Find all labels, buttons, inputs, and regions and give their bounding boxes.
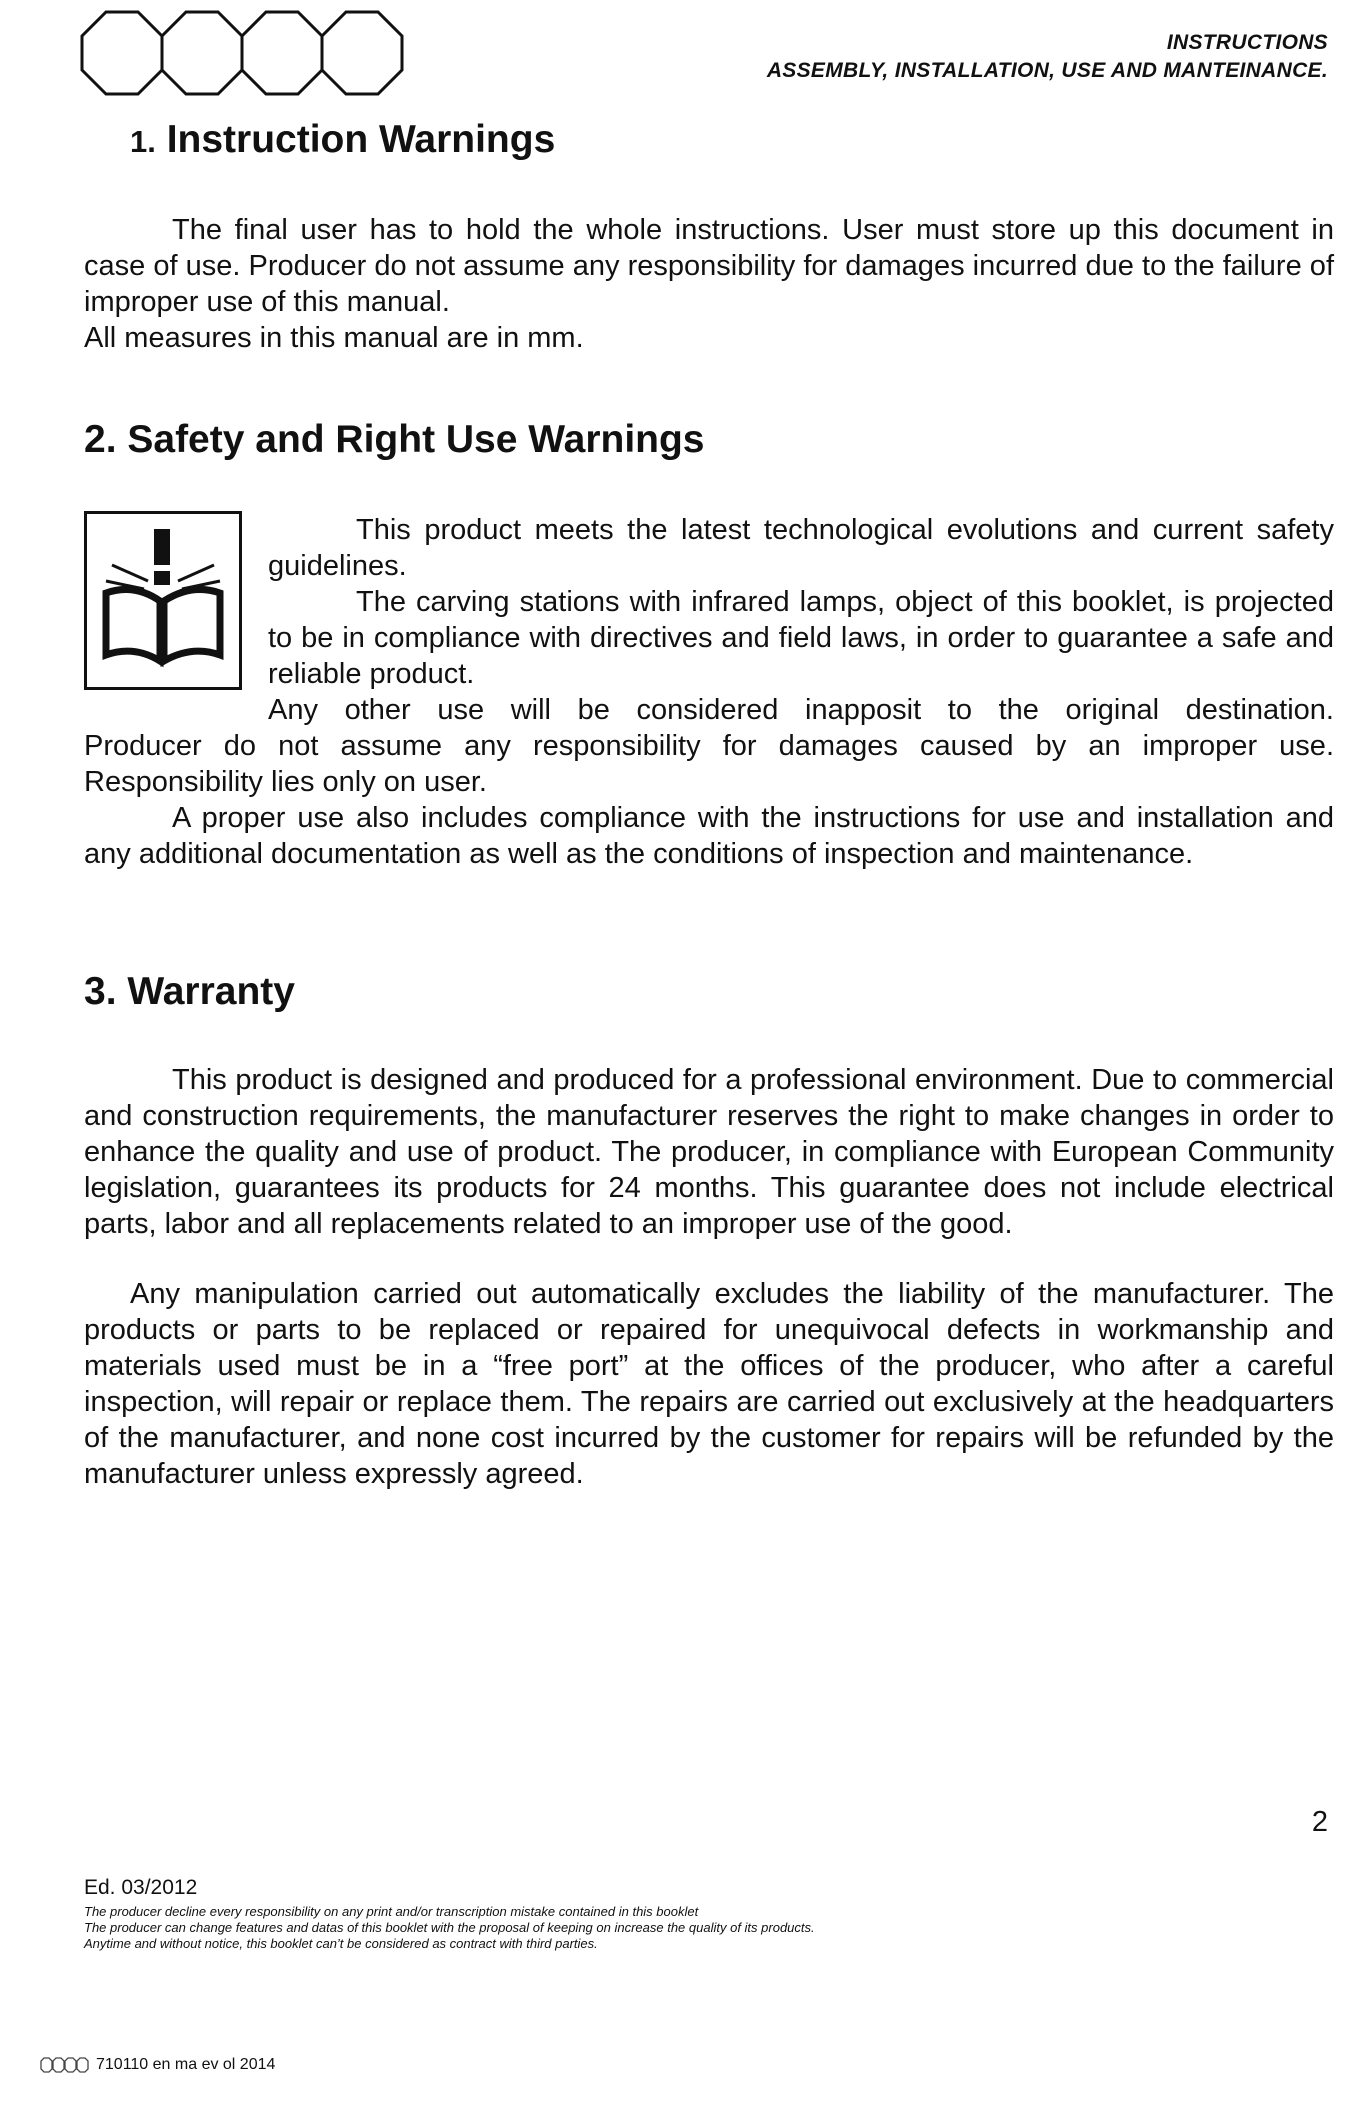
header-title: INSTRUCTIONS bbox=[1166, 31, 1328, 54]
section-2-paragraph-3b: Producer do not assume any responsibility for damages caused by an improper use. Responsibility lies only on user. bbox=[84, 730, 1334, 798]
section-3-heading: 3. Warranty bbox=[84, 970, 295, 1013]
document-code: 710110 en ma ev ol 2014 bbox=[96, 2056, 276, 2073]
section-1-number: 1. bbox=[130, 124, 156, 159]
section-1-measures-note: All measures in this manual are in mm. bbox=[84, 322, 584, 354]
section-2-paragraph-1: This product meets the latest technological evolutions and current safety guidelines. bbox=[268, 514, 1334, 582]
footer-note-1: The producer decline every responsibility on any print and/or transcription mistake contained in this booklet bbox=[84, 1904, 699, 1919]
small-brand-logo-icon bbox=[40, 2057, 90, 2073]
section-1-paragraph: The final user has to hold the whole instructions. User must store up this document in case of use. Producer do not assume any responsibility for damages incurred due to the failure of improper use of this manual. bbox=[84, 214, 1334, 318]
footer-note-2: The producer can change features and datas of this booklet with the proposal of keeping on increase the quality of its products. bbox=[84, 1920, 815, 1935]
read-manual-warning-icon bbox=[84, 511, 242, 690]
edition-label: Ed. 03/2012 bbox=[84, 1876, 198, 1899]
section-3-paragraph-1: This product is designed and produced for a professional environment. Due to commercial and construction requirements, the manufacturer reserves the right to make changes in order to enhance the quality and use of product. The producer, in compliance with European Community legislation, guarantees its products for 24 months. This guarantee does not include electrical parts, labor and all replacements related to an improper use of the good. bbox=[84, 1064, 1334, 1240]
section-1-heading bbox=[130, 118, 555, 162]
section-2-heading: 2. Safety and Right Use Warnings bbox=[84, 418, 705, 461]
section-3-paragraph-2: Any manipulation carried out automatically excludes the liability of the manufacturer. The products or parts to be replaced or repaired for unequivocal defects in workmanship and materials used must be in a “free port” at the offices of the producer, who after a careful inspection, will repair or replace them. The repairs are carried out exclusively at the headquarters of the manufacturer, and none cost incurred by the customer for repairs will be refunded by the manufacturer unless expressly agreed. bbox=[84, 1278, 1334, 1490]
section-2-paragraph-4: A proper use also includes compliance with the instructions for use and installation and any additional documentation as well as the conditions of inspection and maintenance. bbox=[84, 802, 1334, 870]
page-number: 2 bbox=[1311, 1806, 1328, 1838]
brand-logo-icon bbox=[80, 10, 420, 96]
section-1-title: Instruction Warnings bbox=[166, 118, 556, 161]
header-subtitle: ASSEMBLY, INSTALLATION, USE AND MANTEINANCE. bbox=[766, 59, 1328, 82]
section-2-paragraph-3a: Any other use will be considered inapposit to the original destination. bbox=[268, 694, 1334, 726]
section-2-paragraph-2: The carving stations with infrared lamps, object of this booklet, is projected to be in compliance with directives and field laws, in order to guarantee a safe and reliable product. bbox=[268, 586, 1334, 690]
footer-note-3: Anytime and without notice, this booklet can’t be considered as contract with third parties. bbox=[84, 1936, 598, 1951]
